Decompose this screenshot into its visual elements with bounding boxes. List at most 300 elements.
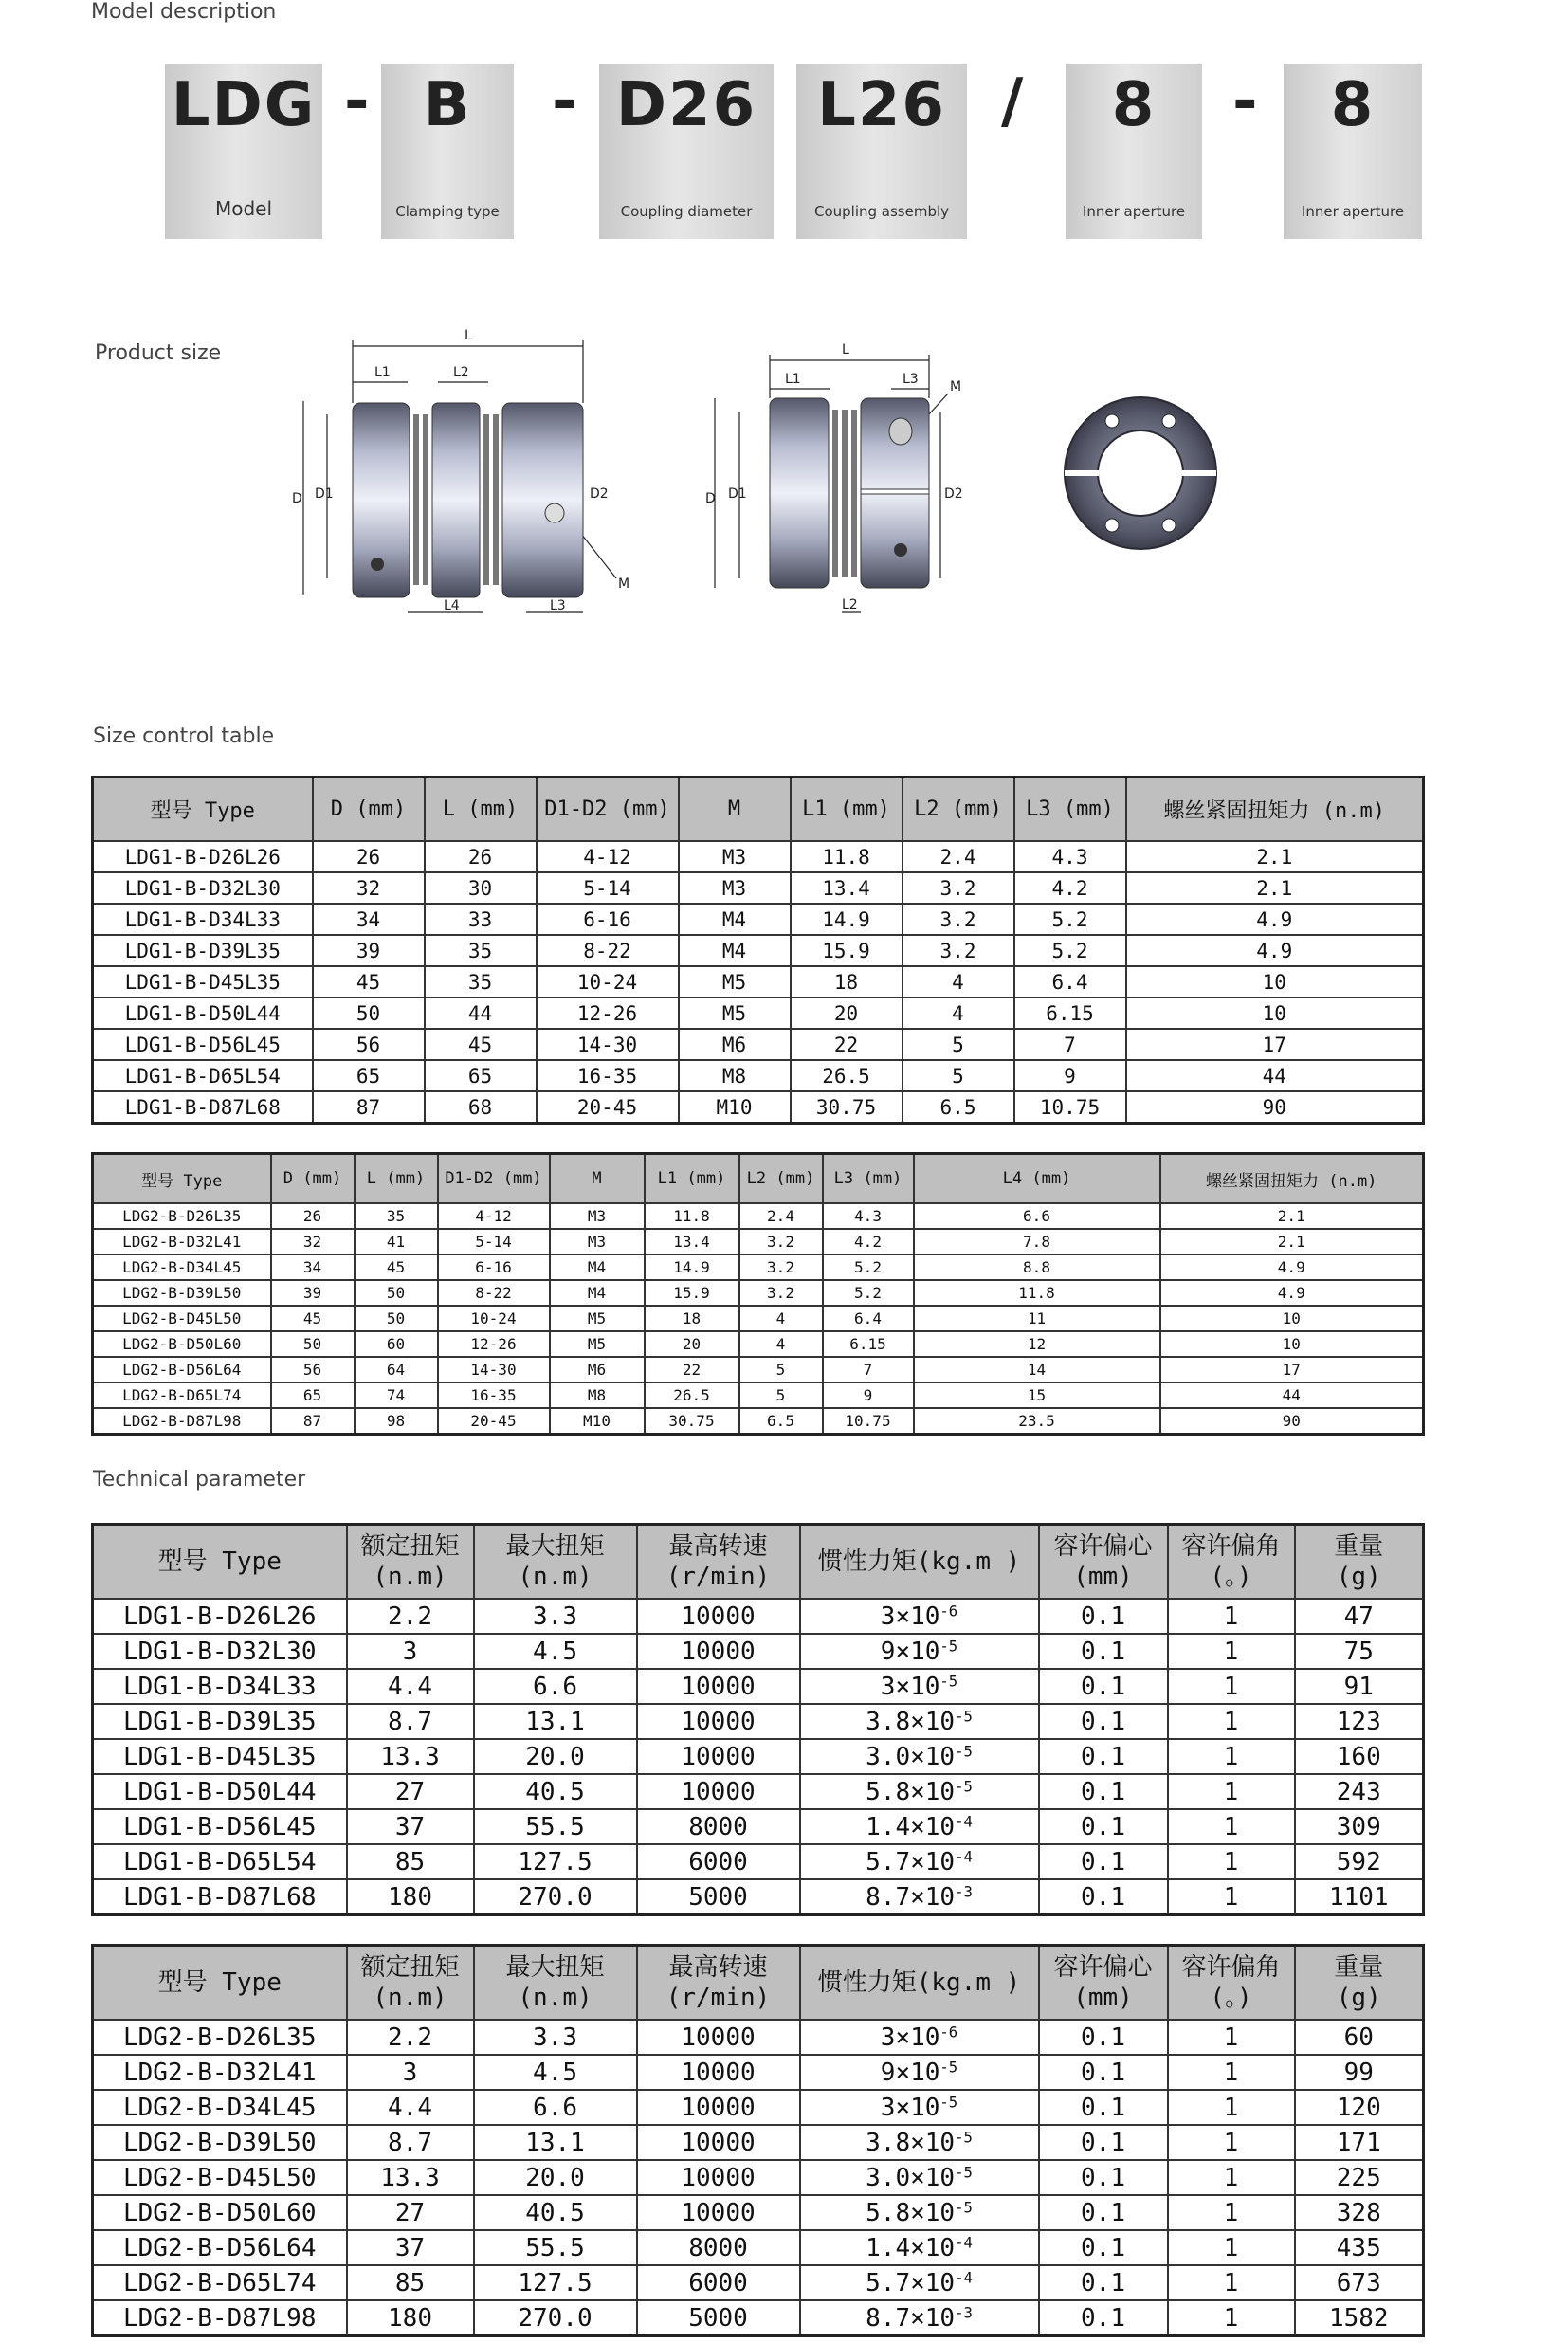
dim-label-l: L (842, 342, 849, 357)
column-header (1039, 1946, 1168, 2021)
table-cell: LDG2-B-D50L60 (93, 1331, 271, 1357)
col-torque: 螺丝紧固扭矩力 (n.m) (1126, 778, 1424, 842)
column-header (1168, 1946, 1295, 2021)
table-row (93, 1669, 1424, 1704)
column-header-unit: (n.m) (373, 1984, 447, 2012)
table-cell: 1 (1168, 2020, 1295, 2055)
separator: / (1001, 66, 1024, 137)
dim-label-d2: D2 (590, 486, 609, 502)
inertia-exponent: -5 (939, 1637, 958, 1655)
table-row (93, 966, 1424, 998)
table-cell: LDG2-B-D50L60 (93, 2195, 347, 2230)
table-cell: LDG1-B-D26L26 (93, 1599, 347, 1634)
inertia-cell (800, 1634, 1039, 1669)
table-row (93, 2300, 1424, 2336)
table-cell: M5 (550, 1306, 645, 1331)
table-header-row (93, 1525, 1424, 1600)
table-row (93, 1879, 1424, 1915)
table-cell: 26.5 (645, 1382, 739, 1408)
table-cell: 10000 (637, 1669, 800, 1704)
column-header-unit: (mm) (1073, 1984, 1133, 2012)
inertia-mantissa: 5.8×10 (866, 2198, 956, 2227)
dim-label-d1: D1 (315, 486, 334, 502)
table-cell: 1 (1168, 1809, 1295, 1844)
table-cell: 8-22 (537, 935, 679, 966)
table-cell: 13.1 (474, 1704, 637, 1739)
table-cell: 26.5 (791, 1060, 903, 1091)
table-cell: 12-26 (537, 998, 679, 1029)
table-cell: 26 (271, 1203, 355, 1229)
table-cell: 15.9 (791, 935, 903, 966)
table-cell: LDG1-B-D87L68 (93, 1879, 347, 1915)
table-cell: 13.4 (645, 1229, 739, 1254)
table-cell: LDG1-B-D65L54 (93, 1060, 313, 1091)
table-cell: 4.9 (1160, 1254, 1424, 1280)
table-cell: 4.2 (1014, 872, 1126, 904)
table-cell: 5000 (637, 2300, 800, 2336)
table-cell: 0.1 (1039, 1739, 1168, 1774)
column-header-line1: 容许偏心 (1053, 1532, 1153, 1561)
table-cell: 0.1 (1039, 2230, 1168, 2265)
table-cell: 15.9 (645, 1280, 739, 1306)
table-cell: 55.5 (474, 2230, 637, 2265)
inertia-cell (800, 2055, 1039, 2090)
table-cell: M10 (679, 1091, 791, 1124)
table-cell: 16-35 (438, 1382, 550, 1408)
column-header-unit: (r/min) (665, 1563, 771, 1591)
table-cell: 2.1 (1160, 1229, 1424, 1254)
table-cell: 1 (1168, 2125, 1295, 2160)
table-cell: LDG2-B-D56L64 (93, 2230, 347, 2265)
table-row (93, 2160, 1424, 2195)
inner-aperture-box-2 (1284, 64, 1422, 239)
column-header (800, 1946, 1039, 2021)
table-row (93, 1809, 1424, 1844)
table-cell: 10.75 (1014, 1091, 1126, 1124)
table-row (93, 2230, 1424, 2265)
inner-aperture-caption-2: Inner aperture (1301, 203, 1405, 220)
inertia-exponent: -6 (939, 2023, 958, 2041)
inertia-cell (800, 2020, 1039, 2055)
table-cell: 35 (355, 1203, 438, 1229)
table-cell: 50 (313, 998, 425, 1029)
table-cell: 127.5 (474, 2265, 637, 2300)
table-cell: 20-45 (438, 1408, 550, 1435)
column-header (474, 1525, 637, 1600)
column-header-unit: (g) (1336, 1563, 1381, 1591)
table-cell: 26 (425, 841, 537, 872)
table-row (93, 1704, 1424, 1739)
inertia-cell (800, 2265, 1039, 2300)
table-cell: 0.1 (1039, 1809, 1168, 1844)
inertia-exponent: -3 (955, 2303, 973, 2321)
table-cell: 50 (355, 1280, 438, 1306)
table-cell: LDG2-B-D32L41 (93, 1229, 271, 1254)
table-cell: M4 (550, 1280, 645, 1306)
table-cell: LDG1-B-D56L45 (93, 1809, 347, 1844)
table-cell: 0.1 (1039, 1774, 1168, 1809)
table-cell: 4.9 (1160, 1280, 1424, 1306)
column-header (1295, 1525, 1424, 1600)
col-type: 型号 Type (93, 778, 313, 842)
column-header (474, 1946, 637, 2021)
table-row (93, 1844, 1424, 1879)
table-cell: 1 (1168, 1669, 1295, 1704)
table-cell: 10000 (637, 2090, 800, 2125)
table-cell: 0.1 (1039, 2300, 1168, 2336)
table-header-row (93, 1154, 1424, 1204)
dim-label-m: M (618, 577, 630, 592)
table-cell: 8.7 (347, 2125, 474, 2160)
inertia-mantissa: 3×10 (880, 2093, 940, 2122)
table-cell: 35 (425, 935, 537, 966)
table-cell: 50 (355, 1306, 438, 1331)
inertia-mantissa: 3×10 (880, 2023, 940, 2052)
coupling-diameter-caption: Coupling diameter (620, 203, 753, 220)
table-cell: 33 (425, 904, 537, 935)
table-row (93, 1331, 1424, 1357)
table-cell: LDG2-B-D26L35 (93, 1203, 271, 1229)
col-d1-d2: D1-D2 (mm) (438, 1154, 550, 1204)
inner-aperture-code-2: 8 (1330, 70, 1376, 140)
table-cell: 4.5 (474, 1634, 637, 1669)
table-cell: 20-45 (537, 1091, 679, 1124)
inertia-exponent: -4 (955, 1812, 973, 1830)
col-type: 型号 Type (93, 1154, 271, 1204)
column-header (93, 1525, 347, 1600)
col-l: L (mm) (425, 778, 537, 842)
inertia-mantissa: 3.0×10 (866, 2163, 956, 2192)
table-cell: 20.0 (474, 2160, 637, 2195)
dim-label-d: D (705, 491, 716, 506)
table-cell: LDG2-B-D87L98 (93, 2300, 347, 2336)
table-cell: 30 (425, 872, 537, 904)
table-cell: 435 (1295, 2230, 1424, 2265)
table-cell: M3 (550, 1203, 645, 1229)
table-cell: 10 (1126, 998, 1424, 1029)
table-cell: 13.1 (474, 2125, 637, 2160)
table-cell: 50 (271, 1331, 355, 1357)
table-cell: 10 (1160, 1306, 1424, 1331)
column-header (1039, 1525, 1168, 1600)
table-cell: 10 (1160, 1331, 1424, 1357)
table-cell: 45 (271, 1306, 355, 1331)
inner-aperture-caption: Inner aperture (1082, 203, 1186, 220)
column-header-line1: 型号 Type (157, 1968, 282, 1997)
table-cell: 3 (347, 1634, 474, 1669)
table-cell: 20 (645, 1331, 739, 1357)
table-cell: 180 (347, 2300, 474, 2336)
table-cell: 5.2 (823, 1254, 914, 1280)
table-cell: LDG2-B-D26L35 (93, 2020, 347, 2055)
table-cell: 87 (271, 1408, 355, 1435)
column-header (347, 1946, 474, 2021)
table-cell: 5-14 (537, 872, 679, 904)
inertia-exponent: -4 (955, 2233, 973, 2251)
table-cell: 10000 (637, 2160, 800, 2195)
table-cell: 8-22 (438, 1280, 550, 1306)
size-control-title: Size control table (93, 724, 275, 748)
dim-label-l1: L1 (785, 372, 801, 387)
table-cell: 44 (1126, 1060, 1424, 1091)
column-header (1295, 1946, 1424, 2021)
table-cell: 10000 (637, 2020, 800, 2055)
inertia-exponent: -5 (955, 1777, 973, 1795)
inertia-cell (800, 2090, 1039, 2125)
table-cell: LDG1-B-D39L35 (93, 1704, 347, 1739)
table-cell: 5 (903, 1060, 1014, 1091)
column-header-unit: (。) (1210, 1563, 1252, 1591)
column-header-unit: (n.m) (373, 1563, 447, 1591)
table-cell: 6.6 (914, 1203, 1160, 1229)
table-cell: 10-24 (438, 1306, 550, 1331)
table-cell: 4 (739, 1331, 823, 1357)
table-cell: 4.4 (347, 1669, 474, 1704)
table-cell: 1 (1168, 1599, 1295, 1634)
inertia-mantissa: 5.8×10 (866, 1777, 956, 1806)
table-cell: 45 (313, 966, 425, 998)
table-cell: 7 (1014, 1029, 1126, 1060)
table-cell: 11.8 (645, 1203, 739, 1229)
column-header-unit: (n.m) (518, 1984, 593, 2012)
col-m: M (679, 778, 791, 842)
table-cell: 17 (1160, 1357, 1424, 1382)
table-row (93, 1254, 1424, 1280)
table-cell: M8 (679, 1060, 791, 1091)
separator: - (1232, 66, 1258, 137)
inertia-cell (800, 2160, 1039, 2195)
model-description-title: Model description (91, 0, 277, 24)
table-cell: 3.2 (739, 1280, 823, 1306)
table-cell: 17 (1126, 1029, 1424, 1060)
table-cell: 1 (1168, 1844, 1295, 1879)
inertia-mantissa: 3.0×10 (866, 1742, 956, 1771)
table-cell: M5 (679, 998, 791, 1029)
table-cell: 20.0 (474, 1739, 637, 1774)
inertia-exponent: -5 (939, 2093, 958, 2111)
inertia-exponent: -5 (955, 1707, 973, 1725)
table-cell: 2.1 (1126, 872, 1424, 904)
table-cell: 1 (1168, 1634, 1295, 1669)
model-code-box (165, 64, 322, 239)
table-cell: 8.8 (914, 1254, 1160, 1280)
inertia-mantissa: 8.7×10 (866, 2303, 956, 2333)
table-cell: M4 (679, 935, 791, 966)
dim-label-l4: L4 (444, 598, 460, 613)
table-cell: 37 (347, 1809, 474, 1844)
inertia-cell (800, 1739, 1039, 1774)
table-cell: 37 (347, 2230, 474, 2265)
table-cell: 10 (1126, 966, 1424, 998)
inertia-exponent: -5 (955, 2198, 973, 2216)
table-cell: 5 (739, 1357, 823, 1382)
tech-table-ldg2 (91, 1944, 1425, 2337)
table-cell: 0.1 (1039, 2195, 1168, 2230)
table-cell: 65 (425, 1060, 537, 1091)
column-header (1168, 1525, 1295, 1600)
inertia-mantissa: 3×10 (880, 1602, 940, 1631)
column-header (347, 1525, 474, 1600)
table-cell: 6.6 (474, 2090, 637, 2125)
table-cell: 5-14 (438, 1229, 550, 1254)
inertia-exponent: -5 (955, 2128, 973, 2146)
column-header-unit: (g) (1336, 1984, 1381, 2012)
coupling-diameter-code: D26 (615, 70, 757, 140)
table-row (93, 1203, 1424, 1229)
inertia-exponent: -4 (955, 1847, 973, 1865)
table-cell: 180 (347, 1879, 474, 1915)
table-cell: 15 (914, 1382, 1160, 1408)
table-cell: 673 (1295, 2265, 1424, 2300)
table-cell: 1 (1168, 2195, 1295, 2230)
table-cell: 270.0 (474, 2300, 637, 2336)
table-cell: 1582 (1295, 2300, 1424, 2336)
dim-label-m: M (950, 379, 962, 394)
table-cell: 90 (1126, 1091, 1424, 1124)
inertia-mantissa: 9×10 (880, 2058, 940, 2087)
table-cell: 11.8 (791, 841, 903, 872)
table-cell: 12 (914, 1331, 1160, 1357)
table-cell: 14-30 (537, 1029, 679, 1060)
table-cell: 309 (1295, 1809, 1424, 1844)
table-cell: 10000 (637, 2125, 800, 2160)
table-cell: 0.1 (1039, 1599, 1168, 1634)
inertia-mantissa: 1.4×10 (866, 2233, 956, 2262)
table-cell: LDG2-B-D45L50 (93, 1306, 271, 1331)
inertia-exponent: -5 (955, 1742, 973, 1760)
table-cell: 2.4 (739, 1203, 823, 1229)
table-cell: 0.1 (1039, 1634, 1168, 1669)
column-header-line1: 最大扭矩 (505, 1953, 605, 1982)
inertia-cell (800, 1844, 1039, 1879)
table-cell: 45 (425, 1029, 537, 1060)
column-header-line1: 重量 (1334, 1953, 1384, 1982)
table-cell: 10-24 (537, 966, 679, 998)
table-cell: LDG2-B-D39L50 (93, 1280, 271, 1306)
table-cell: LDG1-B-D50L44 (93, 998, 313, 1029)
inertia-mantissa: 9×10 (880, 1637, 940, 1666)
inertia-cell (800, 1669, 1039, 1704)
inertia-exponent: -5 (939, 1672, 958, 1690)
col-torque: 螺丝紧固扭矩力 (n.m) (1160, 1154, 1424, 1204)
table-cell: 14-30 (438, 1357, 550, 1382)
table-cell: 6.15 (1014, 998, 1126, 1029)
dim-label-l: L (465, 328, 472, 343)
table-cell: 34 (271, 1254, 355, 1280)
table-cell: 3.2 (903, 872, 1014, 904)
table-cell: 171 (1295, 2125, 1424, 2160)
table-cell: 5 (903, 1029, 1014, 1060)
table-cell: 1 (1168, 2265, 1295, 2300)
dim-label-l2: L2 (453, 365, 469, 380)
column-header-line1: 惯性力矩(kg.m ) (817, 1968, 1021, 1997)
table-cell: 56 (271, 1357, 355, 1382)
column-header-line1: 容许偏角 (1181, 1532, 1281, 1561)
table-cell: LDG1-B-D45L35 (93, 966, 313, 998)
inertia-exponent: -3 (955, 1882, 973, 1900)
dim-label-l1: L1 (374, 365, 391, 380)
model-code: LDG (171, 70, 317, 140)
column-header-line1: 最高转速 (668, 1532, 768, 1561)
table-cell: 8000 (637, 1809, 800, 1844)
table-cell: 60 (355, 1331, 438, 1357)
table-cell: 0.1 (1039, 1879, 1168, 1915)
table-row (93, 841, 1424, 872)
column-header-unit: (n.m) (518, 1563, 593, 1591)
table-cell: M3 (679, 872, 791, 904)
inertia-exponent: -5 (939, 2058, 958, 2076)
table-row (93, 1029, 1424, 1060)
coupling-assembly-box (796, 64, 967, 239)
table-cell: 22 (791, 1029, 903, 1060)
column-header-line1: 最高转速 (668, 1953, 768, 1982)
table-cell: 14.9 (645, 1254, 739, 1280)
col-l4: L4 (mm) (914, 1154, 1160, 1204)
table-cell: 5 (739, 1382, 823, 1408)
table-cell: 87 (313, 1091, 425, 1124)
table-cell: 2.4 (903, 841, 1014, 872)
inertia-mantissa: 8.7×10 (866, 1882, 956, 1912)
table-row (93, 1774, 1424, 1809)
table-row (93, 904, 1424, 935)
table-cell: 3.2 (739, 1254, 823, 1280)
table-cell: 10.75 (823, 1408, 914, 1435)
table-cell: 40.5 (474, 2195, 637, 2230)
table-cell: 6.4 (1014, 966, 1126, 998)
table-cell: 1 (1168, 2160, 1295, 2195)
table-cell: M3 (550, 1229, 645, 1254)
table-cell: 16-35 (537, 1060, 679, 1091)
inertia-cell (800, 1599, 1039, 1634)
table-cell: 0.1 (1039, 2090, 1168, 2125)
inertia-cell (800, 2195, 1039, 2230)
table-cell: LDG2-B-D87L98 (93, 1408, 271, 1435)
table-cell: LDG1-B-D39L35 (93, 935, 313, 966)
table-cell: 91 (1295, 1669, 1424, 1704)
table-cell: 0.1 (1039, 1669, 1168, 1704)
col-l3: L3 (mm) (823, 1154, 914, 1204)
table-cell: LDG1-B-D45L35 (93, 1739, 347, 1774)
table-cell: 0.1 (1039, 2160, 1168, 2195)
table-cell: LDG1-B-D65L54 (93, 1844, 347, 1879)
table-cell: 120 (1295, 2090, 1424, 2125)
table-cell: 18 (645, 1306, 739, 1331)
table-cell: 0.1 (1039, 1704, 1168, 1739)
col-l3: L3 (mm) (1014, 778, 1126, 842)
table-cell: 2.1 (1160, 1203, 1424, 1229)
table-cell: 9 (1014, 1060, 1126, 1091)
table-cell: 123 (1295, 1704, 1424, 1739)
size-table-ldg2 (91, 1152, 1425, 1436)
table-cell: 225 (1295, 2160, 1424, 2195)
table-cell: 328 (1295, 2195, 1424, 2230)
table-cell: 85 (347, 2265, 474, 2300)
table-cell: 1 (1168, 2055, 1295, 2090)
table-cell: M3 (679, 841, 791, 872)
table-cell: 39 (313, 935, 425, 966)
table-cell: 5.2 (1014, 935, 1126, 966)
table-cell: 27 (347, 2195, 474, 2230)
table-row (93, 998, 1424, 1029)
table-cell: 10000 (637, 2055, 800, 2090)
table-row (93, 1280, 1424, 1306)
table-cell: 8.7 (347, 1704, 474, 1739)
inertia-cell (800, 1809, 1039, 1844)
inertia-cell (800, 2300, 1039, 2336)
column-header (800, 1525, 1039, 1600)
table-cell: LDG1-B-D50L44 (93, 1774, 347, 1809)
coupling-diameter-box (599, 64, 774, 239)
